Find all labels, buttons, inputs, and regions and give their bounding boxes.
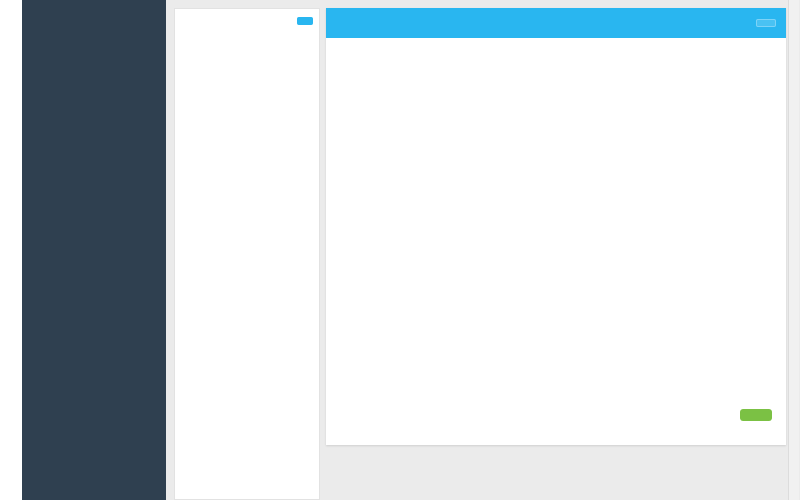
chapter-panel	[174, 8, 320, 500]
chapter-panel-header	[175, 9, 319, 32]
content-panel	[326, 8, 786, 445]
page-scrollbar-track[interactable]	[788, 0, 799, 500]
figure-light-photosynthesis-crops	[340, 73, 550, 74]
learned-button[interactable]	[740, 409, 772, 421]
content-body	[326, 38, 786, 433]
sidebar	[22, 0, 166, 500]
figure-light-saturation-types	[562, 73, 772, 74]
start-learning-button[interactable]	[297, 17, 313, 25]
content-header	[326, 8, 786, 38]
left-gutter	[0, 0, 22, 500]
other-chapters-button[interactable]	[756, 19, 776, 27]
figures-row	[340, 73, 772, 74]
